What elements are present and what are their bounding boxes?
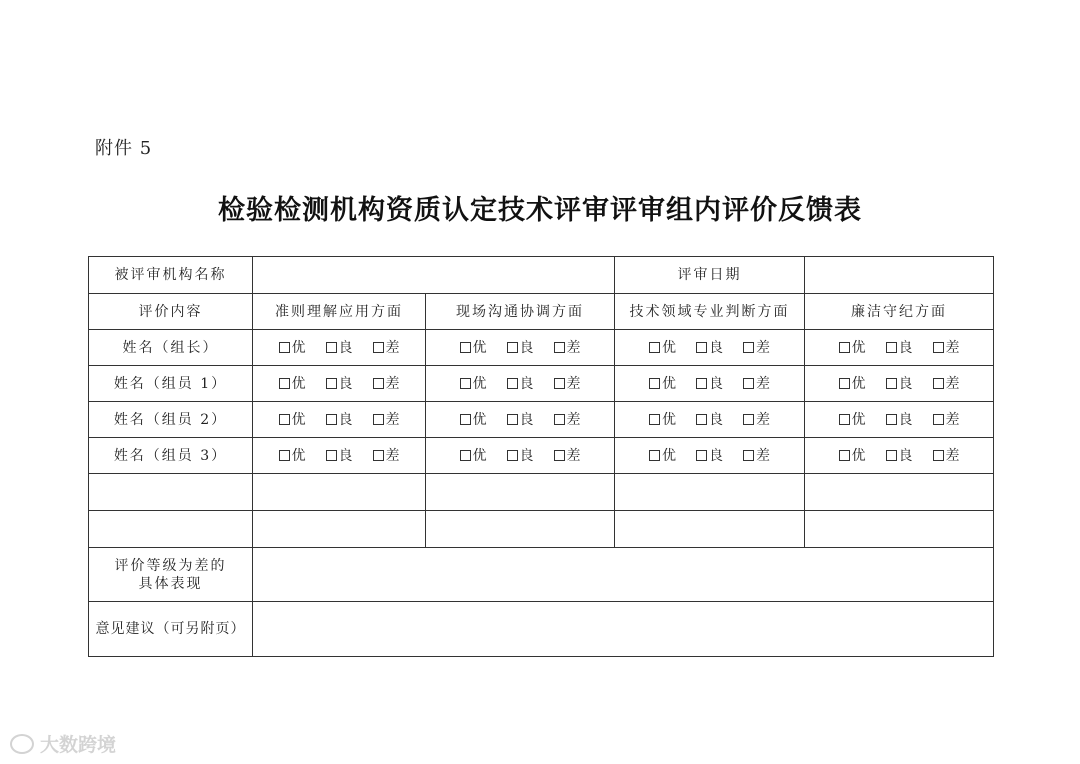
checkbox[interactable] bbox=[373, 342, 384, 353]
form-title: 检验检测机构资质认定技术评审评审组内评价反馈表 bbox=[218, 195, 862, 226]
checkbox[interactable] bbox=[507, 414, 518, 425]
watermark-text: 大数跨境 bbox=[40, 734, 117, 756]
rating-option[interactable] bbox=[373, 447, 400, 465]
rating-option[interactable] bbox=[554, 411, 581, 429]
rating-option-label: 差 bbox=[385, 447, 400, 464]
rating-option-label: 差 bbox=[756, 411, 770, 428]
rating-option[interactable] bbox=[326, 375, 353, 393]
checkbox[interactable] bbox=[554, 450, 565, 461]
rating-option-label: 优 bbox=[472, 339, 487, 356]
rating-option[interactable] bbox=[696, 411, 723, 429]
member-name: 姓名（组长） bbox=[89, 330, 253, 366]
rating-option-label: 优 bbox=[291, 339, 306, 356]
checkbox[interactable] bbox=[743, 378, 754, 389]
evaluation-table bbox=[88, 256, 994, 657]
rating-option[interactable] bbox=[279, 447, 306, 465]
checkbox[interactable] bbox=[886, 450, 897, 461]
rating-option[interactable] bbox=[743, 447, 770, 465]
rating-option-label: 差 bbox=[566, 375, 581, 392]
rating-cell bbox=[426, 366, 615, 402]
checkbox[interactable] bbox=[933, 342, 944, 353]
rating-option[interactable] bbox=[279, 411, 306, 429]
rating-option[interactable] bbox=[507, 411, 534, 429]
rating-option-label: 良 bbox=[898, 375, 913, 392]
rating-option[interactable] bbox=[373, 375, 400, 393]
rating-option-label: 优 bbox=[662, 411, 676, 428]
rating-option[interactable] bbox=[460, 375, 487, 393]
rating-option[interactable] bbox=[839, 339, 866, 357]
checkbox[interactable] bbox=[696, 414, 707, 425]
member-name: 姓名（组员 3） bbox=[89, 438, 253, 474]
rating-option-label: 良 bbox=[519, 339, 534, 356]
checkbox[interactable] bbox=[649, 342, 660, 353]
suggestion-field[interactable] bbox=[253, 602, 994, 657]
rating-option-label: 良 bbox=[709, 339, 723, 356]
rating-option-label: 差 bbox=[566, 339, 581, 356]
checkbox[interactable] bbox=[649, 414, 660, 425]
rating-option[interactable] bbox=[649, 447, 676, 465]
checkbox[interactable] bbox=[886, 378, 897, 389]
rating-option-label: 良 bbox=[338, 411, 353, 428]
rating-option-label: 差 bbox=[945, 375, 960, 392]
org-name-label: 被评审机构名称 bbox=[89, 257, 253, 294]
checkbox[interactable] bbox=[839, 414, 850, 425]
blank-cell[interactable] bbox=[89, 474, 253, 511]
rating-option[interactable] bbox=[373, 411, 400, 429]
rating-option-label: 优 bbox=[291, 375, 306, 392]
rating-cell bbox=[615, 402, 805, 438]
rating-option-label: 差 bbox=[756, 447, 770, 464]
rating-option-label: 优 bbox=[472, 375, 487, 392]
rating-cell bbox=[426, 402, 615, 438]
rating-option-label: 优 bbox=[662, 375, 676, 392]
category-header: 技术领域专业判断方面 bbox=[615, 294, 805, 330]
rating-option-label: 优 bbox=[472, 447, 487, 464]
checkbox[interactable] bbox=[743, 342, 754, 353]
checkbox[interactable] bbox=[933, 414, 944, 425]
rating-option-label: 优 bbox=[851, 411, 866, 428]
rating-option[interactable] bbox=[279, 375, 306, 393]
checkbox[interactable] bbox=[696, 342, 707, 353]
poor-performance-label: 评价等级为差的 具体表现 bbox=[89, 548, 253, 602]
rating-cell bbox=[253, 402, 426, 438]
rating-option[interactable] bbox=[933, 339, 960, 357]
rating-cell bbox=[615, 366, 805, 402]
checkbox[interactable] bbox=[460, 378, 471, 389]
rating-option[interactable] bbox=[279, 339, 306, 357]
checkbox[interactable] bbox=[279, 414, 290, 425]
rating-option[interactable] bbox=[839, 375, 866, 393]
checkbox[interactable] bbox=[839, 378, 850, 389]
rating-cell bbox=[253, 438, 426, 474]
checkbox[interactable] bbox=[554, 378, 565, 389]
member-name: 姓名（组员 1） bbox=[89, 366, 253, 402]
blank-cell[interactable] bbox=[805, 474, 994, 511]
rating-option-label: 差 bbox=[385, 339, 400, 356]
rating-cell bbox=[253, 366, 426, 402]
rating-option-label: 良 bbox=[338, 447, 353, 464]
member-row bbox=[89, 438, 994, 474]
rating-option[interactable] bbox=[507, 447, 534, 465]
checkbox[interactable] bbox=[279, 342, 290, 353]
rating-cell bbox=[615, 330, 805, 366]
checkbox[interactable] bbox=[507, 342, 518, 353]
rating-option-label: 优 bbox=[472, 411, 487, 428]
rating-option[interactable] bbox=[933, 375, 960, 393]
checkbox[interactable] bbox=[326, 378, 337, 389]
rating-option[interactable] bbox=[886, 339, 913, 357]
checkbox[interactable] bbox=[743, 450, 754, 461]
review-date-label: 评审日期 bbox=[615, 257, 805, 294]
checkbox[interactable] bbox=[886, 342, 897, 353]
blank-cell[interactable] bbox=[426, 474, 615, 511]
rating-option-label: 优 bbox=[662, 339, 676, 356]
rating-cell bbox=[253, 330, 426, 366]
rating-option[interactable] bbox=[886, 447, 913, 465]
rating-option-label: 良 bbox=[519, 411, 534, 428]
logo-icon bbox=[10, 734, 34, 754]
rating-option-label: 良 bbox=[898, 411, 913, 428]
rating-option[interactable] bbox=[933, 411, 960, 429]
rating-option[interactable] bbox=[554, 375, 581, 393]
rating-option-label: 差 bbox=[945, 339, 960, 356]
blank-cell[interactable] bbox=[89, 511, 253, 548]
checkbox[interactable] bbox=[696, 450, 707, 461]
rating-option-label: 优 bbox=[291, 447, 306, 464]
category-header: 廉洁守纪方面 bbox=[805, 294, 994, 330]
rating-option[interactable] bbox=[696, 339, 723, 357]
checkbox[interactable] bbox=[507, 450, 518, 461]
rating-option[interactable] bbox=[743, 411, 770, 429]
rating-option-label: 差 bbox=[756, 339, 770, 356]
checkbox[interactable] bbox=[460, 450, 471, 461]
suggestion-label: 意见建议（可另附页） bbox=[89, 602, 253, 657]
checkbox[interactable] bbox=[279, 378, 290, 389]
category-header: 准则理解应用方面 bbox=[253, 294, 426, 330]
blank-cell[interactable] bbox=[615, 474, 805, 511]
rating-option-label: 良 bbox=[898, 447, 913, 464]
rating-option-label: 良 bbox=[709, 375, 723, 392]
rating-option-label: 良 bbox=[709, 447, 723, 464]
rating-option[interactable] bbox=[933, 447, 960, 465]
rating-option[interactable] bbox=[373, 339, 400, 357]
rating-option[interactable] bbox=[326, 411, 353, 429]
checkbox[interactable] bbox=[743, 414, 754, 425]
rating-option-label: 优 bbox=[851, 447, 866, 464]
checkbox[interactable] bbox=[696, 378, 707, 389]
rating-cell bbox=[805, 438, 994, 474]
checkbox[interactable] bbox=[460, 342, 471, 353]
poor-performance-field[interactable] bbox=[253, 548, 994, 602]
watermark bbox=[10, 730, 116, 757]
rating-option-label: 差 bbox=[385, 411, 400, 428]
blank-cell[interactable] bbox=[253, 511, 426, 548]
rating-option[interactable] bbox=[507, 339, 534, 357]
rating-option[interactable] bbox=[743, 339, 770, 357]
checkbox[interactable] bbox=[933, 378, 944, 389]
rating-option[interactable] bbox=[886, 411, 913, 429]
checkbox[interactable] bbox=[373, 450, 384, 461]
category-header: 现场沟通协调方面 bbox=[426, 294, 615, 330]
rating-option-label: 差 bbox=[945, 447, 960, 464]
review-date-field[interactable] bbox=[805, 257, 994, 294]
rating-option-label: 良 bbox=[898, 339, 913, 356]
rating-option-label: 优 bbox=[851, 339, 866, 356]
rating-option-label: 差 bbox=[756, 375, 770, 392]
rating-cell bbox=[426, 330, 615, 366]
rating-option[interactable] bbox=[649, 411, 676, 429]
checkbox[interactable] bbox=[554, 414, 565, 425]
rating-option-label: 差 bbox=[385, 375, 400, 392]
rating-option-label: 良 bbox=[338, 339, 353, 356]
rating-option[interactable] bbox=[460, 411, 487, 429]
checkbox[interactable] bbox=[649, 378, 660, 389]
member-row bbox=[89, 330, 994, 366]
rating-option[interactable] bbox=[743, 375, 770, 393]
rating-option-label: 优 bbox=[662, 447, 676, 464]
rating-option[interactable] bbox=[696, 375, 723, 393]
rating-option[interactable] bbox=[326, 339, 353, 357]
rating-option[interactable] bbox=[460, 447, 487, 465]
attachment-label: 附件 5 bbox=[95, 138, 153, 159]
checkbox[interactable] bbox=[326, 450, 337, 461]
rating-option[interactable] bbox=[649, 375, 676, 393]
blank-cell[interactable] bbox=[253, 474, 426, 511]
rating-option-label: 差 bbox=[566, 411, 581, 428]
rating-option[interactable] bbox=[554, 447, 581, 465]
checkbox[interactable] bbox=[326, 414, 337, 425]
rating-option[interactable] bbox=[839, 411, 866, 429]
rating-option-label: 优 bbox=[851, 375, 866, 392]
checkbox[interactable] bbox=[886, 414, 897, 425]
rating-option-label: 良 bbox=[519, 375, 534, 392]
checkbox[interactable] bbox=[326, 342, 337, 353]
checkbox[interactable] bbox=[373, 414, 384, 425]
rating-option[interactable] bbox=[554, 339, 581, 357]
checkbox[interactable] bbox=[554, 342, 565, 353]
content-label: 评价内容 bbox=[89, 294, 253, 330]
rating-option-label: 差 bbox=[945, 411, 960, 428]
blank-cell[interactable] bbox=[426, 511, 615, 548]
rating-option-label: 良 bbox=[709, 411, 723, 428]
checkbox[interactable] bbox=[839, 342, 850, 353]
member-name: 姓名（组员 2） bbox=[89, 402, 253, 438]
rating-option[interactable] bbox=[839, 447, 866, 465]
rating-option-label: 优 bbox=[291, 411, 306, 428]
checkbox[interactable] bbox=[279, 450, 290, 461]
rating-cell bbox=[805, 402, 994, 438]
rating-option[interactable] bbox=[460, 339, 487, 357]
rating-option-label: 良 bbox=[338, 375, 353, 392]
rating-option-label: 良 bbox=[519, 447, 534, 464]
checkbox[interactable] bbox=[649, 450, 660, 461]
rating-option[interactable] bbox=[886, 375, 913, 393]
checkbox[interactable] bbox=[373, 378, 384, 389]
blank-cell[interactable] bbox=[805, 511, 994, 548]
blank-cell[interactable] bbox=[615, 511, 805, 548]
rating-option[interactable] bbox=[696, 447, 723, 465]
checkbox[interactable] bbox=[507, 378, 518, 389]
org-name-field[interactable] bbox=[253, 257, 615, 294]
member-row bbox=[89, 366, 994, 402]
rating-cell bbox=[615, 438, 805, 474]
member-row bbox=[89, 402, 994, 438]
rating-cell bbox=[805, 330, 994, 366]
rating-cell bbox=[805, 366, 994, 402]
checkbox[interactable] bbox=[839, 450, 850, 461]
checkbox[interactable] bbox=[460, 414, 471, 425]
rating-cell bbox=[426, 438, 615, 474]
rating-option-label: 差 bbox=[566, 447, 581, 464]
rating-option[interactable] bbox=[326, 447, 353, 465]
rating-option[interactable] bbox=[649, 339, 676, 357]
checkbox[interactable] bbox=[933, 450, 944, 461]
rating-option[interactable] bbox=[507, 375, 534, 393]
